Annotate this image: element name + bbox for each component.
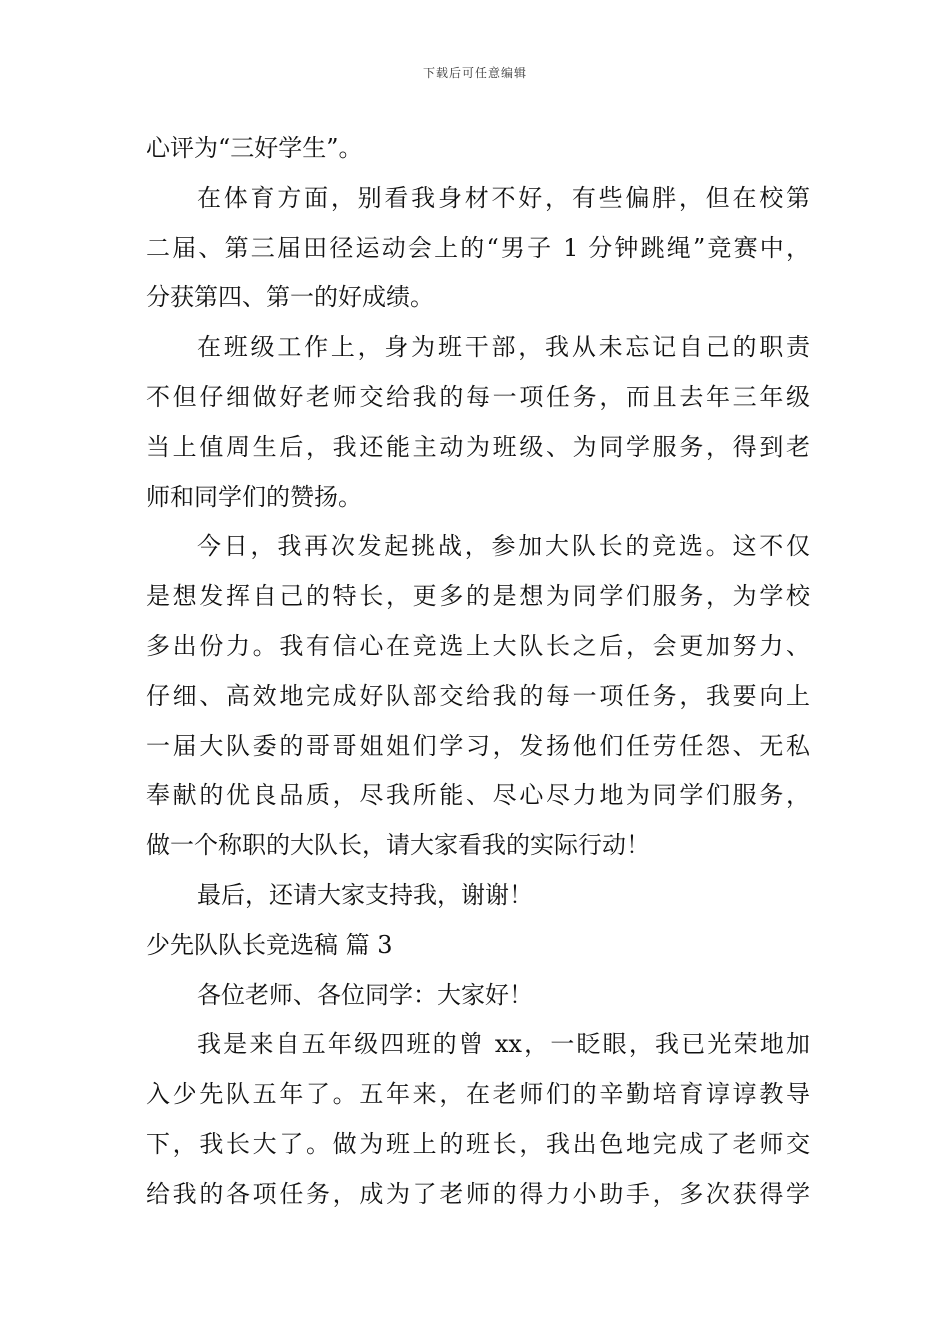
document-body xyxy=(146,124,810,1220)
text-line: 不但仔细做好老师交给我的每一项任务，而且去年三年级 xyxy=(146,382,810,411)
text-line: 多出份力。我有信心在竞选上大队长之后，会更加努力、 xyxy=(146,631,810,660)
text-line: 做一个称职的大队长，请大家看我的实际行动！ xyxy=(146,831,650,860)
text-line: 奉献的优良品质，尽我所能、尽心尽力地为同学们服务， xyxy=(146,781,810,810)
text-line: 下，我长大了。做为班上的班长，我出色地完成了老师交 xyxy=(146,1129,810,1158)
text-line: 分获第四、第一的好成绩。 xyxy=(146,283,434,312)
section-heading: 少先队队长竞选稿 篇 3 xyxy=(146,930,393,959)
salutation-line: 各位老师、各位同学：大家好！ xyxy=(197,980,533,1009)
text-line: 一届大队委的哥哥姐姐们学习，发扬他们任劳任怨、无私 xyxy=(146,731,810,760)
text-line: 心评为“三好学生”。 xyxy=(146,134,363,162)
paragraph-first-line: 在体育方面，别看我身材不好，有些偏胖，但在校第 xyxy=(197,183,810,212)
text-line: 给我的各项任务，成为了老师的得力小助手，多次获得学 xyxy=(146,1179,810,1208)
page-header: 下载后可任意编辑 xyxy=(422,66,527,80)
paragraph-first-line: 我是来自五年级四班的曾 xx，一眨眼，我已光荣地加 xyxy=(197,1030,810,1059)
text-line: 二届、第三届田径运动会上的“男子 1 分钟跳绳”竞赛中， xyxy=(146,233,810,262)
paragraph-first-line: 今日，我再次发起挑战，参加大队长的竞选。这不仅 xyxy=(197,532,810,561)
paragraph-first-line: 在班级工作上，身为班干部，我从未忘记自己的职责 xyxy=(197,333,810,362)
paragraph-first-line: 最后，还请大家支持我，谢谢！ xyxy=(197,880,533,909)
text-line: 当上值周生后，我还能主动为班级、为同学服务，得到老 xyxy=(146,432,810,461)
text-line: 是想发挥自己的特长，更多的是想为同学们服务，为学校 xyxy=(146,582,810,611)
text-line: 仔细、高效地完成好队部交给我的每一项任务，我要向上 xyxy=(146,681,810,710)
text-line: 师和同学们的赞扬。 xyxy=(146,482,362,511)
text-line: 入少先队五年了。五年来，在老师们的辛勤培育谆谆教导 xyxy=(146,1080,810,1109)
